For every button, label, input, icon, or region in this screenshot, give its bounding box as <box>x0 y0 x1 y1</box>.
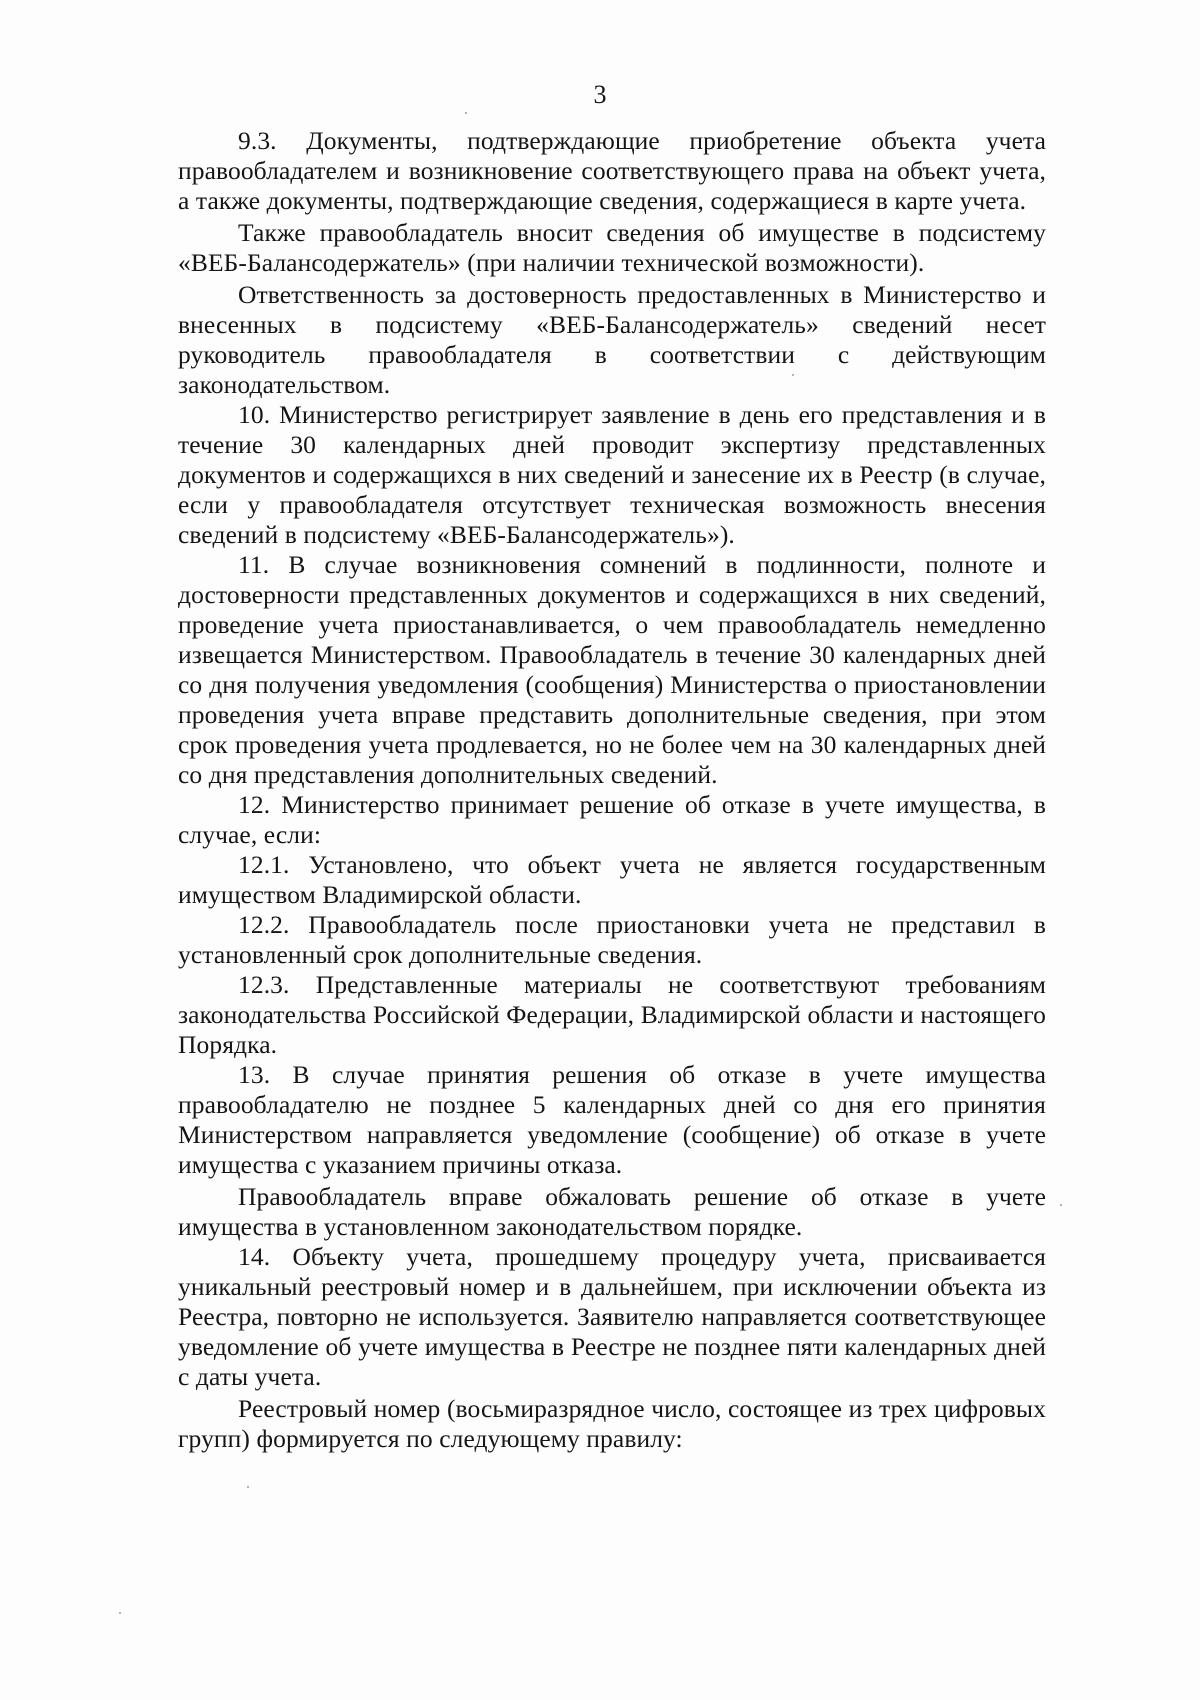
paragraph-13: 13. В случае принятия решения об отказе в учете имущества правообладателю не позднее 5 календарных дней со дня его принятия Министерством направляется уведомление (сообщение) об отказе в учете имущества с указанием причины отказа. <box>178 1060 1046 1179</box>
scan-speck <box>792 374 794 376</box>
paragraph-responsibility: Ответственность за достоверность предоставленных в Министерство и внесенных в подсистему «ВЕБ-Балансодержатель» сведений несет руководитель правообладателя в соответствии с действующим законодательством. <box>178 280 1046 399</box>
scan-speck <box>119 1612 121 1614</box>
paragraph-11: 11. В случае возникновения сомнений в подлинности, полноте и достоверности представленных документов и содержащихся в них сведений, проведение учета приостанавливается, о чем правообладатель немедленно извещается Министерством. Правообладатель в течение 30 календарных дней со дня получения уведомления (сообщения) Министерства о приостановлении проведения учета вправе представить дополнительные сведения, при этом срок проведения учета продлевается, но не более чем на 30 календарных дней со дня представления дополнительных сведений. <box>178 550 1046 789</box>
paragraph-12: 12. Министерство принимает решение об отказе в учете имущества, в случае, если: <box>178 790 1046 849</box>
paragraph-web-balance-holder: Также правообладатель вносит сведения об имуществе в подсистему «ВЕБ-Балансодержатель» (при наличии технической возможности). <box>178 218 1046 277</box>
scan-speck <box>1060 1204 1062 1206</box>
paragraph-9-3: 9.3. Документы, подтверждающие приобретение объекта учета правообладателем и возникновение соответствующего права на объект учета, а также документы, подтверждающие сведения, содержащиеся в карте учета. <box>178 126 1046 215</box>
paragraph-14: 14. Объекту учета, прошедшему процедуру учета, присваивается уникальный реестровый номер и в дальнейшем, при исключении объекта из Реестра, повторно не используется. Заявителю направляется соответствующее уведомление об учете имущества в Реестре не позднее пяти календарных дней с даты учета. <box>178 1242 1046 1391</box>
document-body <box>178 126 1046 1454</box>
scan-speck <box>247 1486 249 1488</box>
paragraph-appeal: Правообладатель вправе обжаловать решение об отказе в учете имущества в установленном законодательством порядке. <box>178 1182 1046 1241</box>
paragraph-registry-number: Реестровый номер (восьмиразрядное число, состоящее из трех цифровых групп) формируется по следующему правилу: <box>178 1394 1046 1453</box>
paragraph-10: 10. Министерство регистрирует заявление в день его представления и в течение 30 календарных дней проводит экспертизу представленных документов и содержащихся в них сведений и занесение их в Реестр (в случае, если у правообладателя отсутствует техническая возможность внесения сведений в подсистему «ВЕБ-Балансодержатель»). <box>178 400 1046 549</box>
scan-speck <box>465 112 467 114</box>
paragraph-12-2: 12.2. Правообладатель после приостановки учета не представил в установленный срок дополнительные сведения. <box>178 910 1046 969</box>
paragraph-12-3: 12.3. Представленные материалы не соответствуют требованиям законодательства Российской Федерации, Владимирской области и настоящего Порядка. <box>178 970 1046 1059</box>
paragraph-12-1: 12.1. Установлено, что объект учета не является государственным имуществом Владимирской области. <box>178 850 1046 909</box>
page-number: 3 <box>593 80 607 109</box>
